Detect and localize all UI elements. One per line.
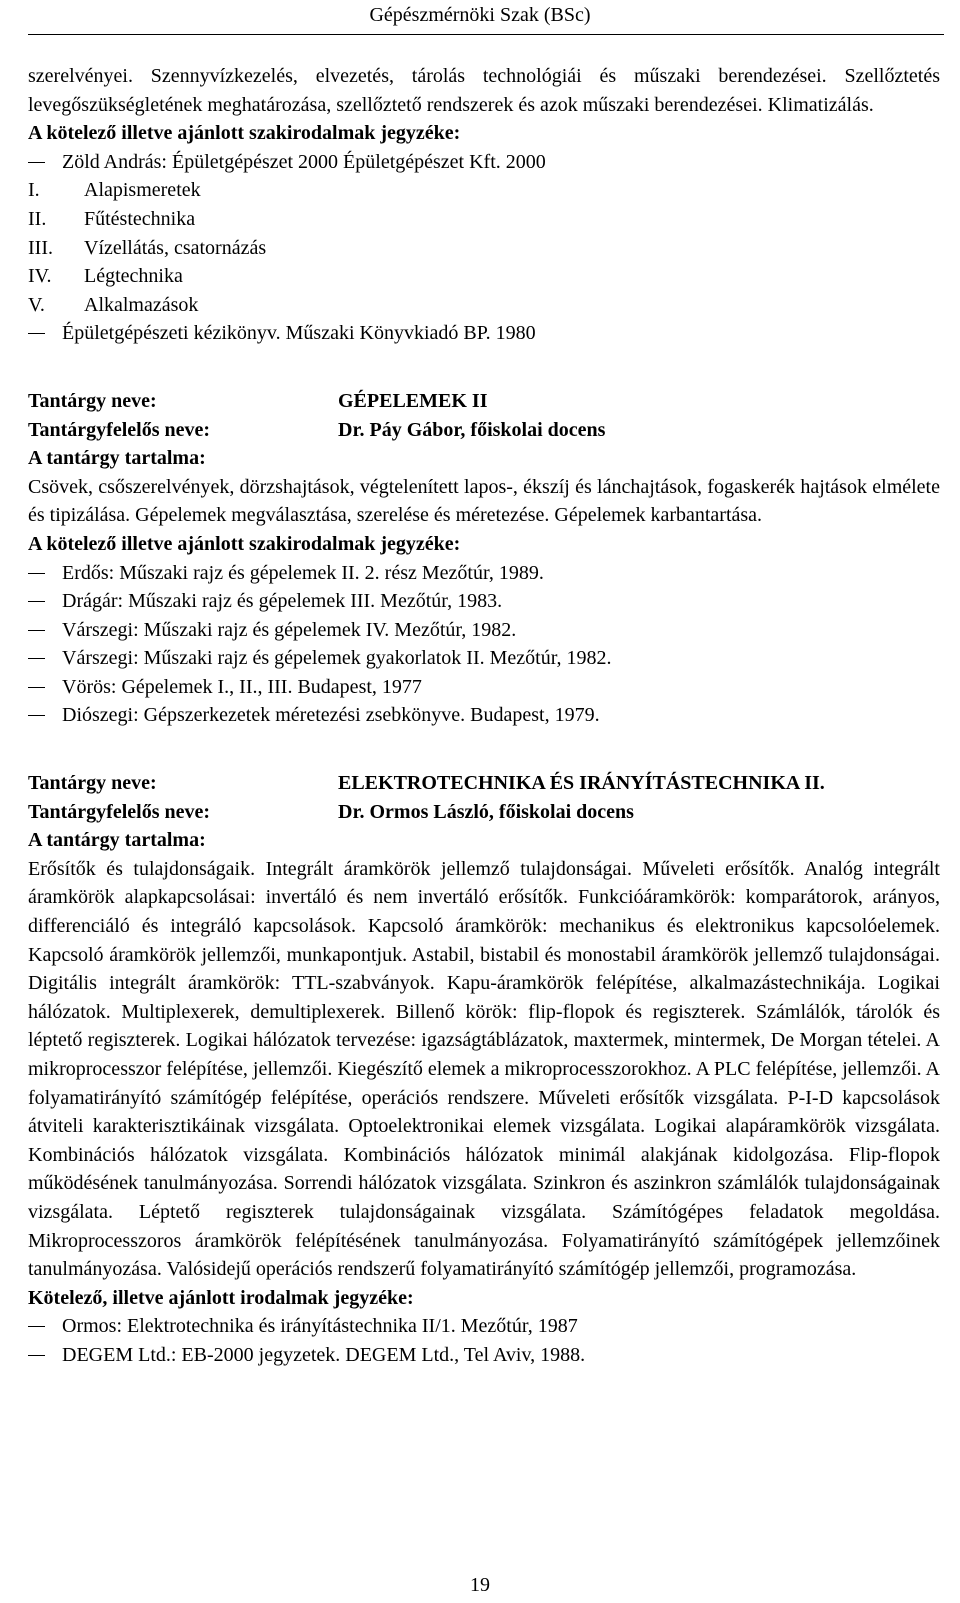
- dash-bullet: [28, 1355, 45, 1356]
- dash-bullet: [28, 658, 45, 659]
- reference-item: [28, 644, 940, 673]
- intro-paragraph: szerelvényei. Szennyvízkezelés, elvezetés, tárolás technológiái és műszaki berendezései. Szellőztetés levegőszükségletének meghatározása, szellőztető rendszerek és azok műszaki berendezései. Klimatizálás.: [28, 65, 940, 116]
- dash-bullet: [28, 162, 45, 163]
- page-number: 19: [470, 1574, 490, 1596]
- reference-item: [28, 319, 940, 348]
- section-gap: [28, 348, 940, 387]
- reference-text: Ormos: Elektrotechnika és irányítástechnika II/1. Mezőtúr, 1987: [62, 1315, 578, 1338]
- reference-item: [28, 1312, 940, 1341]
- course-content-label: A tantárgy tartalma:: [28, 447, 206, 470]
- reference-text: Várszegi: Műszaki rajz és gépelemek gyakorlatok II. Mezőtúr, 1982.: [62, 647, 612, 670]
- part-item: [28, 234, 940, 263]
- part-number: I.: [28, 179, 40, 202]
- course-name: GÉPELEMEK II: [338, 389, 488, 412]
- course-name-row: [28, 769, 940, 798]
- reference-item: [28, 559, 940, 588]
- header-divider: [28, 34, 944, 35]
- reference-text: Vörös: Gépelemek I., II., III. Budapest, 1977: [62, 675, 422, 698]
- part-label: Alkalmazások: [84, 293, 199, 316]
- course-content: Erősítők és tulajdonságaik. Integrált áramkörök jellemző tulajdonságai. Műveleti erősítők. Analóg integrált áramkörök alapkapcsolásai: invertáló és nem invertáló erősítők. Funkcióáramkörök: komparátorok, arányos, differenciáló és integráló kapcsolások. Kapcsoló áramkörök: mechanikus és elektronikus kapcsolóelemek. Kapcsoló áramkörök jellemzői, munkapontjuk. Astabil, bistabil és monostabil áramkörök jellemző tulajdonságai. Digitális integrált áramkörök: TTL-szabványok. Kapu-áramkörök felépítése, alkalmazástechnikája. Logikai hálózatok. Multiplexerek, demultiplexerek. Billenő körök: flip-flopok és regiszterek. Számlálók, tárolók és léptető regiszterek. Logikai hálózatok tervezése: igazságtáblázatok, maxtermek, mintermek, De Morgan tételei. A mikroprocesszor felépítése, jellemzői. Kiegészítő elemek a mikroprocesszorokhoz. A PLC felépítése, jellemzői. A folyamatirányító számítógép felépítése, operációs rendszere. Műveleti erősítők vizsgálata. P-I-D kapcsolások átviteli karakterisztikáinak vizsgálata. Optoelektronikai elemek vizsgálata. Logikai alapáramkörök vizsgálata. Kombinációs hálózatok vizsgálata. Kombinációs hálózatok minimál alakjának kidolgozása. Flip-flopok működésének tanulmányozása. Sorrendi hálózatok vizsgálata. Szinkron és aszinkron számlálók tulajdonságainak vizsgálata. Léptető regiszterek tulajdonságainak vizsgálata. Számítógépes feladatok megoldása. Mikroprocesszoros áramkörök felépítésének tanulmányozása. Folyamatirányító számítógépek jellemzőinek tanulmányozása. Valósidejű operációs rendszerű folyamatirányító számítógép jellemzői, programozása.: [28, 857, 940, 1281]
- page-content: [28, 62, 940, 1370]
- part-number: II.: [28, 207, 47, 230]
- literature-heading: A kötelező illetve ajánlott szakirodalmak jegyzéke:: [28, 122, 461, 145]
- reference-item: [28, 1341, 940, 1370]
- reference-item: [28, 701, 940, 730]
- course-name: ELEKTROTECHNIKA ÉS IRÁNYÍTÁSTECHNIKA II.: [338, 772, 825, 795]
- dash-bullet: [28, 1326, 45, 1327]
- literature-heading: A kötelező illetve ajánlott szakirodalmak jegyzéke:: [28, 532, 461, 555]
- reference-text: Zöld András: Épületgépészet 2000 Épületgépészet Kft. 2000: [62, 150, 546, 173]
- dash-bullet: [28, 715, 45, 716]
- part-number: III.: [28, 236, 53, 259]
- reference-item: [28, 148, 940, 177]
- section-gap: [28, 730, 940, 769]
- course-content: Csövek, csőszerelvények, dörzshajtások, végtelenített lapos-, ékszíj és lánchajtások, fogaskerék hajtások elmélete és tipizálása. Gépelemek megválasztása, szerelése és méretezése. Gépelemek karbantartása.: [28, 475, 940, 527]
- reference-item: [28, 673, 940, 702]
- part-label: Vízellátás, csatornázás: [84, 236, 267, 259]
- course-content-label: A tantárgy tartalma:: [28, 829, 206, 852]
- dash-bullet: [28, 573, 45, 574]
- running-header: Gépészmérnöki Szak (BSc): [369, 4, 591, 26]
- reference-text: Épületgépészeti kézikönyv. Műszaki Könyvkiadó BP. 1980: [62, 322, 536, 345]
- dash-bullet: [28, 687, 45, 688]
- reference-text: Erdős: Műszaki rajz és gépelemek II. 2. rész Mezőtúr, 1989.: [62, 561, 544, 584]
- part-number: IV.: [28, 265, 52, 288]
- reference-text: DEGEM Ltd.: EB-2000 jegyzetek. DEGEM Ltd., Tel Aviv, 1988.: [62, 1343, 586, 1366]
- course-responsible: Dr. Ormos László, főiskolai docens: [338, 800, 634, 823]
- dash-bullet: [28, 601, 45, 602]
- course-name-label: Tantárgy neve:: [28, 389, 157, 412]
- reference-item: [28, 587, 940, 616]
- reference-item: [28, 616, 940, 645]
- part-item: [28, 262, 940, 291]
- part-number: V.: [28, 293, 45, 316]
- course-responsible: Dr. Páy Gábor, főiskolai docens: [338, 418, 606, 441]
- part-label: Alapismeretek: [84, 179, 201, 202]
- dash-bullet: [28, 630, 45, 631]
- part-label: Fűtéstechnika: [84, 207, 196, 230]
- course-name-label: Tantárgy neve:: [28, 772, 157, 795]
- course-name-row: [28, 387, 940, 416]
- part-item: [28, 176, 940, 205]
- part-label: Légtechnika: [84, 265, 183, 288]
- reference-text: Drágár: Műszaki rajz és gépelemek III. Mezőtúr, 1983.: [62, 590, 503, 613]
- literature-heading: Kötelező, illetve ajánlott irodalmak jegyzéke:: [28, 1286, 414, 1309]
- course-responsible-label: Tantárgyfelelős neve:: [28, 800, 211, 823]
- reference-text: Várszegi: Műszaki rajz és gépelemek IV. Mezőtúr, 1982.: [62, 618, 517, 641]
- reference-text: Diószegi: Gépszerkezetek méretezési zsebkönyve. Budapest, 1979.: [62, 704, 600, 727]
- part-item: [28, 205, 940, 234]
- course-responsible-label: Tantárgyfelelős neve:: [28, 418, 211, 441]
- course-responsible-row: [28, 416, 940, 445]
- course-responsible-row: [28, 798, 940, 827]
- part-item: [28, 291, 940, 320]
- dash-bullet: [28, 333, 45, 334]
